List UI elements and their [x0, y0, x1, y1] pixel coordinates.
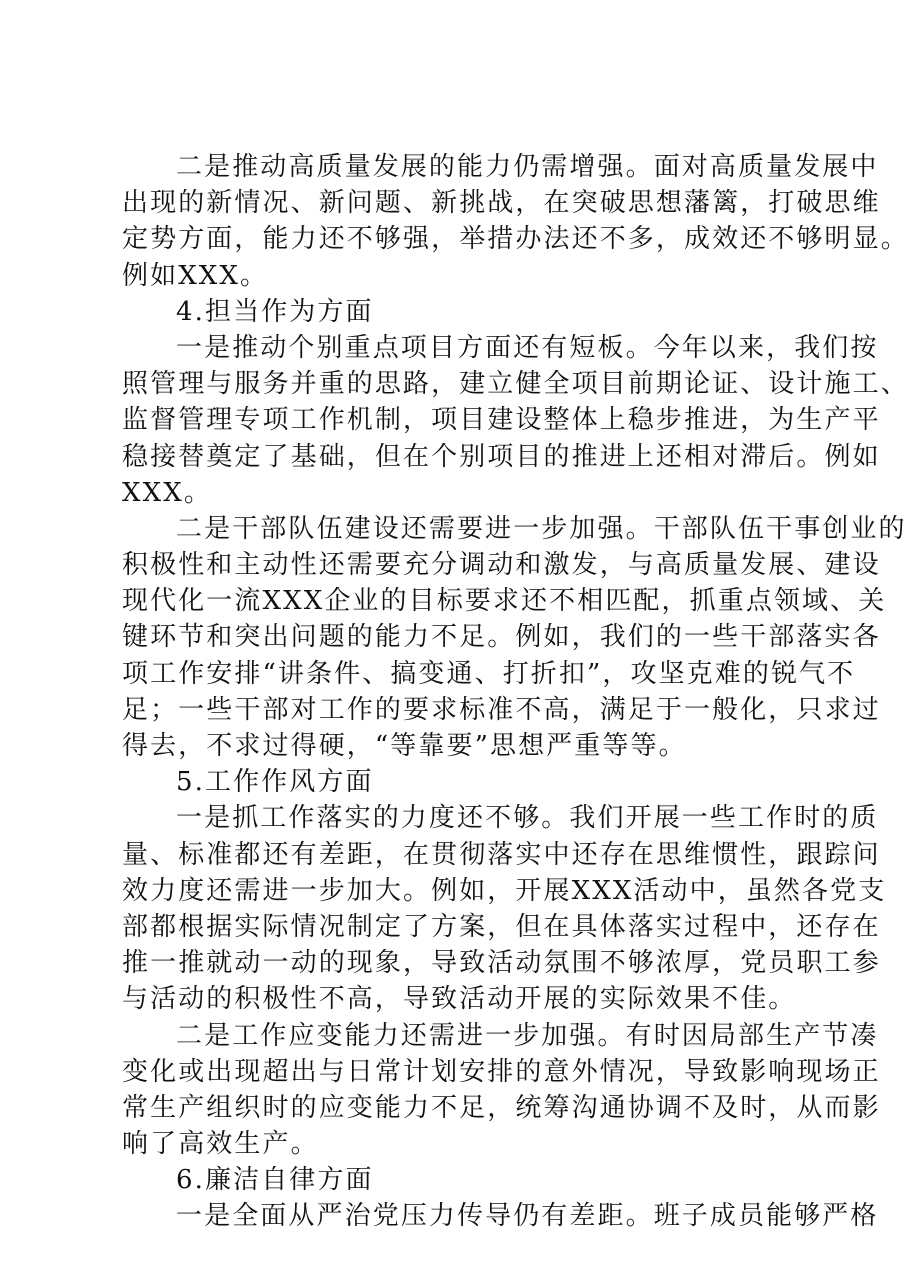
text-line: 足；一些干部对工作的要求标准不高，满足于一般化，只求过 [122, 694, 881, 725]
text-line: 键环节和突出问题的能力不足。例如，我们的一些干部落实各 [122, 622, 881, 653]
text-line: 现代化一流XXX企业的目标要求还不相匹配，抓重点领域、关 [122, 586, 887, 617]
text-line: 二是干部队伍建设还需要进一步加强。干部队伍干事创业的 [176, 513, 907, 544]
text-line: 二是推动高质量发展的能力仍需增强。面对高质量发展中 [176, 152, 879, 182]
text-line: 变化或出现超出与日常计划安排的意外情况，导致影响现场正 [122, 1056, 881, 1087]
text-line: 项工作安排“讲条件、搞变通、打折扣”，攻坚克难的锐气不 [122, 658, 856, 689]
text-line: 定势方面，能力还不够强，举措办法还不多，成效还不够明显。 [122, 224, 909, 255]
text-line: 二是工作应变能力还需进一步加强。有时因局部生产节凑 [176, 1020, 879, 1051]
text-line: 得去，不求过得硬，“等靠要”思想严重等等。 [122, 731, 687, 761]
text-line: 常生产组织时的应变能力不足，统筹沟通协调不及时，从而影 [122, 1092, 881, 1123]
text-line: 出现的新情况、新问题、新挑战，在突破思想藩篱，打破思维 [122, 188, 881, 219]
text-line: 与活动的积极性不高，导致活动开展的实际效果不佳。 [122, 984, 797, 1015]
text-line: 例如XXX。 [122, 260, 269, 291]
text-line: 监督管理专项工作机制，项目建设整体上稳步推进，为生产平 [122, 405, 881, 436]
text-line: 量、标准都还有差距，在贯彻落实中还存在思维惯性，跟踪问 [122, 839, 881, 870]
text-line: 响了高效生产。 [122, 1129, 319, 1160]
section-heading: 4.担当作为方面 [176, 296, 374, 327]
text-line: XXX。 [122, 477, 212, 508]
text-line: 效力度还需进一步加大。例如，开展XXX活动中，虽然各党支 [122, 875, 887, 906]
text-line: 一是全面从严治党压力传导仍有差距。班子成员能够严格 [176, 1201, 879, 1232]
section-heading: 5.工作作风方面 [176, 767, 374, 798]
text-line: 部都根据实际情况制定了方案，但在具体落实过程中，还存在 [122, 911, 881, 942]
text-line: 推一推就动一动的现象，导致活动氛围不够浓厚，党员职工参 [122, 948, 881, 979]
text-line: 稳接替奠定了基础，但在个别项目的推进上还相对滞后。例如 [122, 441, 881, 472]
text-line: 照管理与服务并重的思路，建立健全项目前期论证、设计施工、 [122, 369, 909, 400]
document-body [122, 149, 909, 1235]
text-line: 一是推动个别重点项目方面还有短板。今年以来，我们按 [176, 332, 879, 363]
section-heading: 6.廉洁自律方面 [176, 1165, 374, 1196]
text-line: 一是抓工作落实的力度还不够。我们开展一些工作时的质 [176, 803, 879, 834]
text-line: 积极性和主动性还需要充分调动和激发，与高质量发展、建设 [122, 550, 881, 581]
